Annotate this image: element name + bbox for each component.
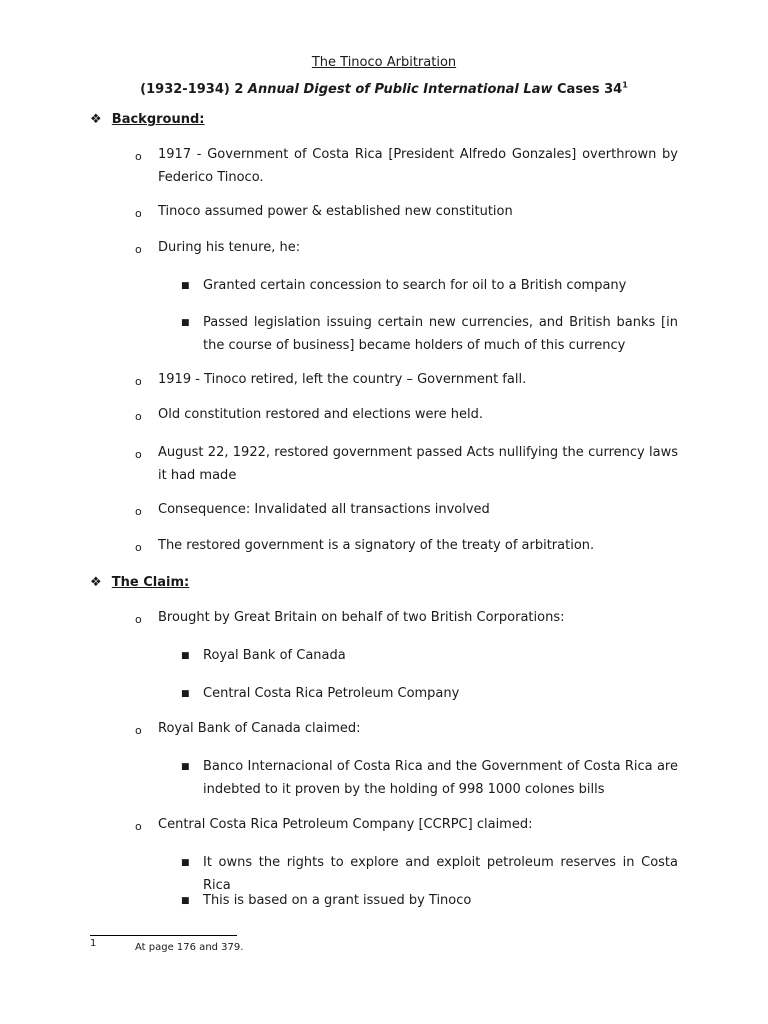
- footnote-ref[interactable]: 1: [622, 80, 628, 90]
- list-item: Royal Bank of Canada claimed:: [158, 721, 361, 736]
- sub-list-item: It owns the rights to explore and exploit petroleum reserves in Costa Rica: [203, 855, 678, 893]
- circle-bullet-icon: o: [135, 207, 142, 220]
- circle-bullet-icon: o: [135, 613, 142, 626]
- citation-suffix: Cases 34: [552, 82, 623, 97]
- sub-list-item: Royal Bank of Canada: [203, 648, 346, 663]
- section-heading: Background:: [111, 112, 205, 127]
- square-bullet-icon: ■: [181, 689, 190, 699]
- circle-bullet-icon: o: [135, 375, 142, 388]
- circle-bullet-icon: o: [135, 243, 142, 256]
- section-claim: [90, 575, 189, 590]
- square-bullet-icon: ■: [181, 896, 190, 906]
- citation-prefix: (1932-1934) 2: [140, 82, 248, 97]
- doc-title: [0, 55, 768, 70]
- list-item: Central Costa Rica Petroleum Company [CCRPC] claimed:: [158, 817, 533, 832]
- doc-title-text: The Tinoco Arbitration: [311, 55, 457, 70]
- square-bullet-icon: ■: [181, 858, 190, 868]
- circle-bullet-icon: o: [135, 820, 142, 833]
- sub-list-item: Passed legislation issuing certain new currencies, and British banks [in the course of business] became holders of much of this currency: [203, 315, 678, 353]
- list-item: Consequence: Invalidated all transactions involved: [158, 502, 490, 517]
- circle-bullet-icon: o: [135, 724, 142, 737]
- sub-list-item: This is based on a grant issued by Tinoco: [203, 893, 472, 908]
- circle-bullet-icon: o: [135, 150, 142, 163]
- footnote-separator: [90, 935, 237, 936]
- section-heading: The Claim:: [111, 575, 190, 590]
- square-bullet-icon: ■: [181, 762, 190, 772]
- list-item: 1919 - Tinoco retired, left the country – Government fall.: [158, 372, 527, 387]
- square-bullet-icon: ■: [181, 651, 190, 661]
- circle-bullet-icon: o: [135, 448, 142, 461]
- list-item: Brought by Great Britain on behalf of two British Corporations:: [158, 610, 565, 625]
- footnote-text: At page 176 and 379.: [135, 942, 244, 953]
- sub-list-item: Granted certain concession to search for oil to a British company: [203, 278, 627, 293]
- footnote-number: 1: [90, 938, 97, 949]
- circle-bullet-icon: o: [135, 505, 142, 518]
- sub-list-item: Banco Internacional of Costa Rica and the Government of Costa Rica are indebted to it proven by the holding of 998 1000 colones bills: [203, 759, 678, 797]
- list-item: August 22, 1922, restored government passed Acts nullifying the currency laws it had made: [158, 445, 678, 483]
- list-item: Old constitution restored and elections were held.: [158, 407, 483, 422]
- list-item: 1917 - Government of Costa Rica [President Alfredo Gonzales] overthrown by Federico Tinoco.: [158, 147, 678, 185]
- section-background: [90, 112, 205, 127]
- diamond-bullet-icon: ❖: [90, 575, 102, 590]
- square-bullet-icon: ■: [181, 318, 190, 328]
- square-bullet-icon: ■: [181, 281, 190, 291]
- circle-bullet-icon: o: [135, 410, 142, 423]
- list-item: The restored government is a signatory of the treaty of arbitration.: [158, 538, 595, 553]
- list-item: During his tenure, he:: [158, 240, 301, 255]
- citation-journal: Annual Digest of Public International Law: [247, 82, 553, 97]
- circle-bullet-icon: o: [135, 541, 142, 554]
- list-item: Tinoco assumed power & established new constitution: [158, 204, 513, 219]
- citation: [0, 82, 768, 97]
- sub-list-item: Central Costa Rica Petroleum Company: [203, 686, 460, 701]
- diamond-bullet-icon: ❖: [90, 112, 102, 127]
